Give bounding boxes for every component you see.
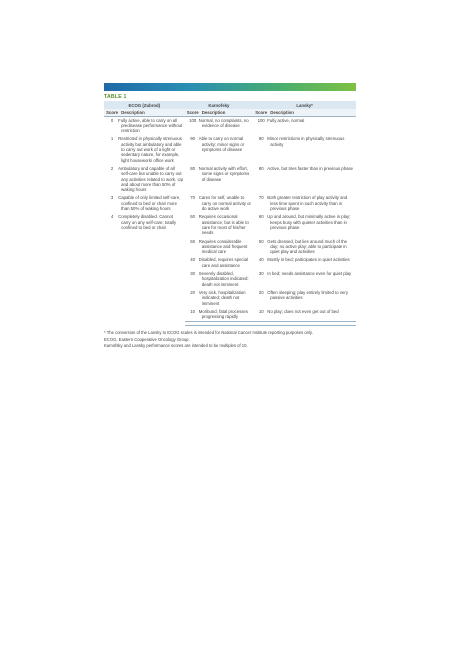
ecog-description: Fully active, able to carry on all predisease performance without restriction [118,117,183,134]
ecog-description: Restricted in physically strenuous activity but ambulatory and able to carry out work of a light or sedentary nature, for example, light housework/ office work [118,136,182,163]
ecog-score: 0 [110,117,114,123]
table-caption: TABLE 1 [104,94,127,100]
table-row [104,135,356,164]
karnofsky-description: Normal activity with effort, some signs or symptoms of disease [198,165,250,182]
lansky-score: 20 [258,289,264,295]
spacer-cell [185,322,356,326]
footnote: Karnofsky and Lansky performance scores are intended to be multiples of 10. [104,343,248,349]
column-header-row [104,109,356,116]
karnofsky-description: Cares for self, unable to carry on normal activity or do active work [198,195,251,212]
col-description: Description [269,109,356,116]
col-score: Score [185,109,201,116]
performance-status-table [104,101,356,326]
lansky-score: 60 [258,214,264,220]
karnofsky-score: 70 [190,195,196,201]
lansky-description: Fully active, normal [267,117,305,123]
col-description: Description [120,109,185,116]
karnofsky-description: Normal, no complaints, no evidence of disease [198,117,249,128]
col-score: Score [253,109,269,116]
karnofsky-description: Moribund, fatal processes progressing rapidly [201,308,253,322]
karnofsky-score: 30 [190,271,196,277]
ecog-score: 1 [110,136,114,142]
karnofsky-description: Very sick, hospitalization indicated; death not imminent [198,289,246,306]
lansky-description: Often sleeping; play entirely limited to very passive activities [267,289,348,301]
group-lansky: Lansky* [253,101,356,109]
lansky-score: 100 [257,117,265,123]
karnofsky-score: 80 [190,165,196,171]
footnote: * The conversion of the Lansky to ECOG scales is intended for National Cancer Institute reporting purposes only. [104,330,313,335]
lansky-score: 50 [258,238,264,244]
group-ecog: ECOG (Zubrod) [104,101,185,109]
karnofsky-score: 60 [190,214,196,220]
lansky-description: Up and around, but minimally active in play; keeps busy with quieter activities than in previous phase [267,214,351,230]
table-footnotes [104,330,356,350]
table-row [104,213,356,237]
table-row [104,194,356,213]
ecog-description: Capable of only limited self-care, confined to bed or chair more than 50% of waking hours [118,195,181,212]
lansky-score: 10 [253,308,269,322]
lansky-description: Both greater restriction of play activity and less time spent in such activity than in previous phase [267,195,348,212]
karnofsky-score: 90 [190,136,196,142]
lansky-score: 80 [258,165,264,171]
lansky-description: Active, but tires faster than in previous phase [267,165,354,171]
col-score: Score [104,109,120,116]
group-karnofsky: Karnofsky [185,101,254,109]
table-row [104,165,356,194]
header-color-bar [104,83,356,91]
ecog-description: Completely disabled. Cannot carry on any self-care; totally confined to bed or chair [118,214,177,230]
lansky-description: Gets dressed, but lies around much of the day; no active play; able to participate in quiet play and activities [267,238,348,255]
lansky-score: 70 [258,195,264,201]
table-row [104,116,356,135]
lansky-score: 40 [258,257,264,263]
lansky-description: Minor restrictions in physically strenuous activity [267,136,345,147]
karnofsky-score: 50 [190,238,196,244]
lansky-description: In bed; needs assistance even for quiet play [267,271,352,277]
ecog-description: Ambulatory and capable of all self-care but unable to carry out any activities related to work. Up and about more than 50% of waking hours [118,165,183,193]
ecog-score: 3 [110,195,114,201]
karnofsky-description: Able to carry on normal activity; minor signs or symptoms of disease [198,136,245,153]
ecog-score: 2 [110,165,114,171]
karnofsky-description: Disabled, requires special care and assistance [198,257,248,268]
karnofsky-score: 20 [190,289,196,295]
lansky-score: 30 [258,271,264,277]
footnote: ECOG, Eastern Cooperative Oncology Group. [104,336,190,342]
karnofsky-description: Severely disabled, hospitalization indicated; death not imminent [198,271,249,287]
lansky-score: 90 [258,136,264,142]
karnofsky-description: Requires considerable assistance and frequent medical care [198,238,248,255]
col-description: Description [201,109,253,116]
lansky-description: No play; does not even get out of bed [269,308,356,322]
ecog-score: 4 [110,214,114,220]
lansky-description: Mostly in bed; participates in quiet activities [267,257,350,263]
karnofsky-score: 40 [190,257,196,263]
karnofsky-score: 100 [189,117,197,123]
group-header-row [104,101,356,109]
karnofsky-score: 10 [185,308,201,322]
karnofsky-description: Requires occasional assistance, but is able to care for most of his/her needs [198,214,249,236]
